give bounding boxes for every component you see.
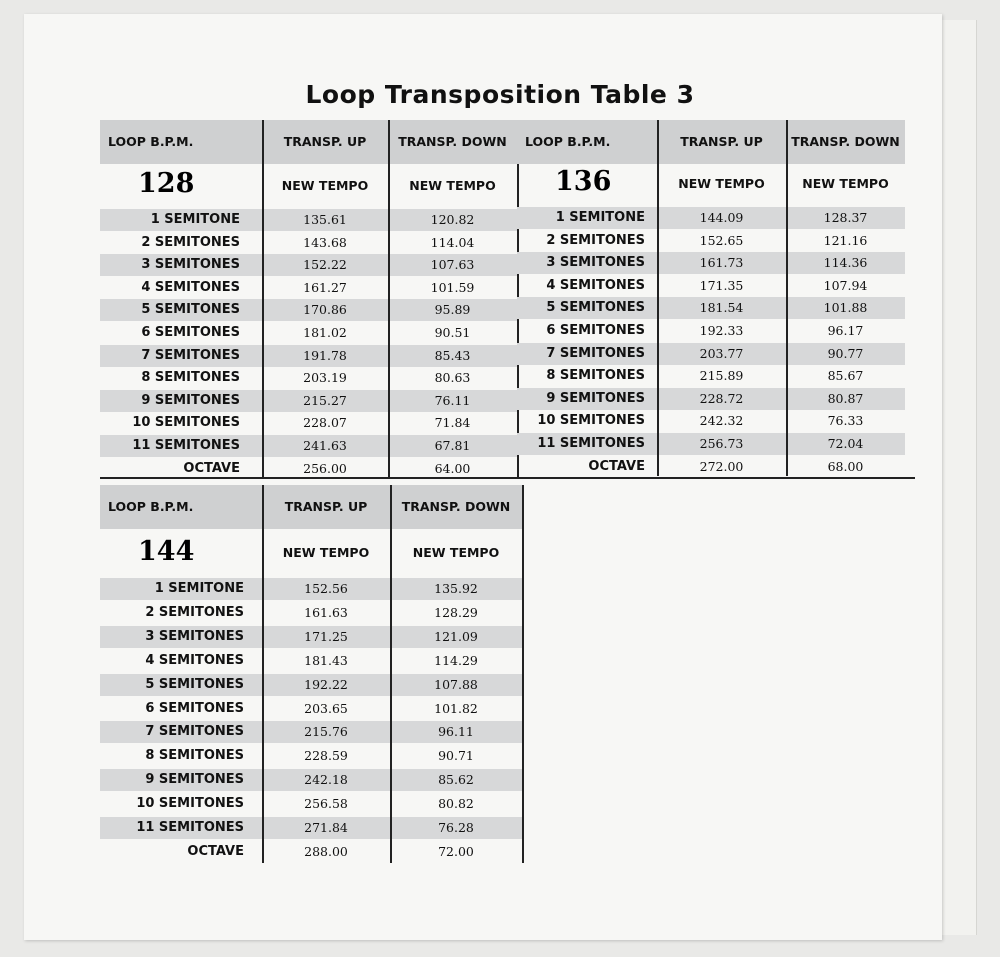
header-transp-down: TRANSP. DOWN (791, 134, 900, 149)
column-divider (390, 485, 392, 863)
transp-down-value: 95.89 (434, 302, 471, 317)
column-divider (657, 120, 659, 476)
transp-down-value: 68.00 (827, 459, 864, 474)
row-label: 9 SEMITONES (145, 772, 244, 787)
transp-down-value: 85.67 (827, 368, 864, 383)
row-label: 3 SEMITONES (141, 257, 240, 272)
transp-down-value: 72.00 (438, 844, 474, 859)
row-label: 7 SEMITONES (546, 346, 645, 361)
row-label: 7 SEMITONES (141, 348, 240, 363)
transp-down-value: 107.94 (823, 278, 868, 293)
row-label: 2 SEMITONES (141, 235, 240, 250)
transp-down-value: 80.87 (827, 391, 864, 406)
row-label: OCTAVE (588, 459, 645, 474)
row-label: OCTAVE (187, 844, 244, 859)
transp-down-value: 85.62 (438, 772, 474, 787)
transp-up-value: 181.54 (699, 300, 744, 315)
column-divider (522, 485, 524, 863)
transp-up-value: 203.77 (699, 346, 744, 361)
transp-up-value: 241.63 (303, 438, 347, 453)
row-label: 5 SEMITONES (141, 302, 240, 317)
transp-down-value: 121.09 (434, 629, 478, 644)
transp-down-value: 80.63 (434, 370, 471, 385)
transp-up-value: 215.27 (303, 393, 347, 408)
transp-up-value: 152.56 (304, 581, 348, 596)
row-label: 1 SEMITONE (555, 210, 645, 225)
new-tempo-up-label: NEW TEMPO (678, 176, 765, 191)
transp-down-value: 107.63 (430, 257, 475, 272)
transp-down-value: 90.51 (434, 325, 471, 340)
transp-up-value: 171.25 (304, 629, 348, 644)
transp-down-value: 128.29 (434, 605, 478, 620)
transp-up-value: 272.00 (699, 459, 744, 474)
new-tempo-down-label: NEW TEMPO (409, 178, 496, 193)
header-transp-down: TRANSP. DOWN (398, 134, 507, 149)
row-label: 10 SEMITONES (136, 796, 244, 811)
transp-up-value: 135.61 (303, 212, 347, 227)
transp-up-value: 144.09 (699, 210, 744, 225)
transp-up-value: 191.78 (303, 348, 347, 363)
transp-down-value: 107.88 (434, 677, 478, 692)
row-label: 2 SEMITONES (145, 605, 244, 620)
transp-down-value: 101.82 (434, 701, 478, 716)
row-label: 5 SEMITONES (546, 300, 645, 315)
transp-up-value: 181.02 (303, 325, 347, 340)
row-label: 2 SEMITONES (546, 233, 645, 248)
transp-up-value: 215.89 (699, 368, 744, 383)
column-divider (262, 485, 264, 863)
page-title: Loop Transposition Table 3 (305, 80, 695, 109)
transp-up-value: 256.00 (303, 461, 347, 476)
row-label: 11 SEMITONES (132, 438, 240, 453)
row-label: 10 SEMITONES (537, 413, 645, 428)
loop-bpm-value: 128 (138, 168, 195, 199)
transp-up-value: 228.72 (699, 391, 744, 406)
transp-down-value: 85.43 (434, 348, 471, 363)
row-label: 4 SEMITONES (145, 653, 244, 668)
row-label: 11 SEMITONES (136, 820, 244, 835)
transp-down-value: 90.77 (827, 346, 864, 361)
row-label: OCTAVE (183, 461, 240, 476)
transp-up-value: 161.63 (304, 605, 348, 620)
transp-up-value: 215.76 (304, 724, 348, 739)
transp-up-value: 242.18 (304, 772, 348, 787)
transp-up-value: 143.68 (303, 235, 347, 250)
header-transp-up: TRANSP. UP (680, 134, 763, 149)
transp-up-value: 161.73 (699, 255, 744, 270)
column-divider (786, 120, 788, 476)
transp-down-value: 90.71 (438, 748, 474, 763)
transp-down-value: 121.16 (823, 233, 868, 248)
row-label: 4 SEMITONES (141, 280, 240, 295)
row-label: 1 SEMITONE (154, 581, 244, 596)
transp-up-value: 181.43 (304, 653, 348, 668)
transp-down-value: 80.82 (438, 796, 474, 811)
row-label: 11 SEMITONES (537, 436, 645, 451)
transp-up-value: 242.32 (699, 413, 744, 428)
transp-down-value: 64.00 (434, 461, 471, 476)
row-label: 9 SEMITONES (546, 391, 645, 406)
new-tempo-up-label: NEW TEMPO (281, 178, 369, 193)
transp-up-value: 228.07 (303, 415, 347, 430)
transp-up-value: 192.22 (304, 677, 348, 692)
transp-down-value: 135.92 (434, 581, 478, 596)
row-label: 8 SEMITONES (145, 748, 244, 763)
header-bpm: LOOP B.P.M. (525, 134, 611, 149)
column-divider (262, 120, 264, 478)
transp-down-value: 76.28 (438, 820, 474, 835)
transp-down-value: 101.59 (430, 280, 475, 295)
row-label: 9 SEMITONES (141, 393, 240, 408)
transp-up-value: 288.00 (304, 844, 348, 859)
transp-down-value: 114.04 (430, 235, 475, 250)
transp-down-value: 114.36 (823, 255, 868, 270)
transp-up-value: 152.22 (303, 257, 347, 272)
transp-up-value: 152.65 (699, 233, 744, 248)
transp-up-value: 203.65 (304, 701, 348, 716)
table-separator (100, 477, 915, 479)
row-label: 6 SEMITONES (546, 323, 645, 338)
row-label: 4 SEMITONES (546, 278, 645, 293)
row-label: 6 SEMITONES (145, 701, 244, 716)
transp-up-value: 256.58 (304, 796, 348, 811)
transp-up-value: 192.33 (699, 323, 744, 338)
row-label: 8 SEMITONES (141, 370, 240, 385)
transp-down-value: 72.04 (827, 436, 864, 451)
transp-down-value: 96.17 (827, 323, 864, 338)
transp-down-value: 120.82 (430, 212, 475, 227)
transp-down-value: 71.84 (434, 415, 471, 430)
transp-up-value: 228.59 (304, 748, 348, 763)
header-bpm: LOOP B.P.M. (108, 134, 194, 149)
row-label: 7 SEMITONES (145, 724, 244, 739)
row-label: 3 SEMITONES (145, 629, 244, 644)
transp-down-value: 67.81 (434, 438, 471, 453)
transp-down-value: 101.88 (823, 300, 868, 315)
column-divider (388, 120, 390, 478)
header-bpm: LOOP B.P.M. (108, 499, 194, 514)
row-label: 6 SEMITONES (141, 325, 240, 340)
header-transp-up: TRANSP. UP (283, 134, 367, 149)
row-label: 8 SEMITONES (546, 368, 645, 383)
transp-down-value: 128.37 (823, 210, 868, 225)
transp-up-value: 203.19 (303, 370, 347, 385)
row-label: 5 SEMITONES (145, 677, 244, 692)
header-transp-down: TRANSP. DOWN (401, 499, 511, 514)
transp-up-value: 171.35 (699, 278, 744, 293)
transp-down-value: 76.11 (434, 393, 471, 408)
transp-up-value: 271.84 (304, 820, 348, 835)
new-tempo-down-label: NEW TEMPO (412, 545, 500, 560)
row-label: 10 SEMITONES (132, 415, 240, 430)
transp-down-value: 114.29 (434, 653, 478, 668)
new-tempo-up-label: NEW TEMPO (282, 545, 370, 560)
transp-down-value: 96.11 (438, 724, 474, 739)
underlying-sheet (940, 20, 977, 935)
new-tempo-down-label: NEW TEMPO (802, 176, 889, 191)
transp-up-value: 256.73 (699, 436, 744, 451)
row-label: 3 SEMITONES (546, 255, 645, 270)
loop-bpm-value: 136 (555, 166, 612, 197)
transp-up-value: 170.86 (303, 302, 347, 317)
transp-down-value: 76.33 (827, 413, 864, 428)
header-transp-up: TRANSP. UP (284, 499, 368, 514)
transp-up-value: 161.27 (303, 280, 347, 295)
row-label: 1 SEMITONE (150, 212, 240, 227)
loop-bpm-value: 144 (138, 536, 195, 567)
